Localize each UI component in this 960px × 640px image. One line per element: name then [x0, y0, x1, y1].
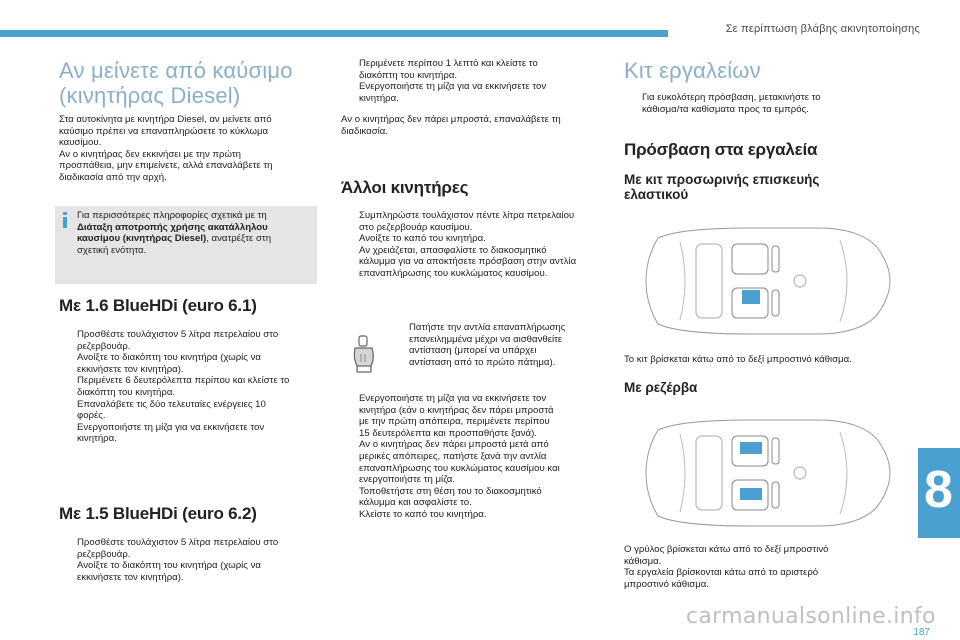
list-item-line: κινητήρα.	[77, 433, 117, 445]
list-item	[341, 486, 603, 509]
euro62-steps-continued	[341, 58, 603, 104]
list-item	[624, 92, 896, 115]
tool-kit-title: Κιτ εργαλείων	[624, 58, 761, 83]
list-item-line: ενεργοποιήστε τη μίζα.	[359, 474, 455, 486]
list-item-line: επανειλημμένα μέχρι να αισθανθείτε	[409, 333, 563, 345]
pump-step	[391, 322, 603, 368]
list-item-line: Ανοίξτε το διακόπτη του κινητήρα (χωρίς να	[77, 352, 261, 364]
section-title-access: Πρόσβαση στα εργαλεία	[624, 140, 818, 159]
section-title-euro62: Με 1.5 BlueHDi (euro 6.2)	[59, 504, 257, 523]
list-item-line: στο ρεζερβουάρ καυσίμου.	[359, 221, 473, 233]
list-item-line: εκκινήσετε τον κινητήρα).	[77, 363, 184, 375]
text-line: Τα εργαλεία βρίσκονται κάτω από το αριστερό	[624, 567, 819, 579]
header-accent-bar	[0, 30, 668, 37]
list-item-line: διακόπτη του κινητήρα.	[359, 69, 458, 81]
tools-marker	[740, 442, 762, 454]
list-item-line: Ενεργοποιήστε τη μίζα για να εκκινήσετε τον	[359, 393, 547, 404]
list-item-line: διακόπτη του κινητήρα.	[77, 386, 176, 398]
page-number: 187	[913, 627, 930, 638]
list-item	[341, 393, 603, 439]
info-box	[55, 206, 317, 284]
tool-kit-tip	[624, 92, 896, 115]
list-item-line: Περιμένετε περίπου 1 λεπτό και κλείστε το	[359, 58, 538, 69]
text-line: Ο γρύλος βρίσκεται κάτω από το δεξί μπροστινό	[624, 544, 829, 555]
list-item-line: Επαναλάβετε τις δύο τελευταίες ενέργειες 10	[77, 398, 266, 410]
section-header: Σε περίπτωση βλάβης ακινητοποίησης	[725, 23, 920, 35]
text-line: Στα αυτοκίνητα με κινητήρα Diesel, αν μείνετε από	[59, 114, 272, 125]
spare-wheel-caption	[624, 544, 896, 590]
jack-marker	[740, 488, 762, 500]
list-item-line: Αν χρειάζεται, απασφαλίστε το διακοσμητικό	[359, 244, 547, 256]
list-item-line: Ενεργοποιήστε τη μίζα για να εκκινήσετε τον	[359, 81, 547, 93]
text-line: διαδικασία από την αρχή.	[59, 171, 167, 183]
text-line: μπροστινό κάθισμα.	[624, 578, 709, 590]
euro62-steps	[59, 537, 317, 583]
text-line: καυσίμου.	[59, 137, 102, 149]
list-item-line: Για ευκολότερη πρόσβαση, μετακινήστε το	[642, 92, 821, 103]
restart-steps	[341, 393, 603, 521]
list-item-line: Ανοίξτε το καπό του κινητήρα.	[359, 233, 486, 245]
list-item	[59, 329, 317, 352]
list-item	[341, 439, 603, 485]
list-item	[341, 245, 603, 280]
info-text: Για περισσότερες πληροφορίες σχετικά με τη Διάταξη αποτροπής χρήσης ακατάλληλου καυσίμου (κινητήρας Diesel), ανατρέξτε στη σχετική ενότητα.	[77, 210, 272, 256]
list-item-line: Περιμένετε 6 δευτερόλεπτα περίπου και κλείστε το	[77, 375, 290, 387]
euro61-steps	[59, 329, 317, 445]
list-item-line: Προσθέστε τουλάχιστον 5 λίτρα πετρελαίου στο	[77, 537, 279, 548]
section-title-other-engines: Άλλοι κινητήρες	[341, 178, 469, 197]
list-item	[341, 210, 603, 233]
list-item	[59, 352, 317, 375]
list-item	[59, 399, 317, 422]
priming-pump-hand-icon	[349, 334, 377, 374]
list-item	[341, 233, 603, 245]
info-icon	[61, 212, 69, 228]
subsection-title-repair-kit: Με κιτ προσωρινής επισκευής ελαστικού	[624, 172, 820, 202]
list-item	[341, 509, 603, 521]
text-line: κάθισμα.	[624, 555, 662, 567]
repair-kit-marker	[742, 290, 760, 304]
list-item-line: αντίσταση από το πρώτο πάτημα).	[409, 356, 556, 368]
list-item-line: επαναπλήρωσης του κυκλώματος καυσίμου και	[359, 462, 560, 474]
list-item-line: Τοποθετήστε στη θέση του το διακοσμητικό	[359, 485, 542, 497]
chapter-number: 8	[924, 461, 953, 519]
list-item	[341, 58, 603, 81]
chapter-tab	[918, 448, 960, 538]
section-title-euro61: Με 1.6 BlueHDi (euro 6.1)	[59, 296, 257, 315]
list-item	[341, 81, 603, 104]
repeat-paragraph	[341, 114, 603, 137]
page-title: Αν μείνετε από καύσιμο (κινητήρας Diesel)	[59, 58, 293, 108]
text-line: καύσιμο πρέπει να επαναπληρώσετε το κύκλωμα	[59, 125, 269, 137]
list-item-line: Ενεργοποιήστε τη μίζα για να εκκινήσετε τον	[77, 421, 265, 433]
intro-paragraph	[59, 114, 317, 184]
other-engines-steps	[341, 210, 603, 280]
list-item-line: Κλείστε το καπό του κινητήρα.	[359, 508, 487, 520]
spare-wheel-tools-diagram	[640, 416, 896, 530]
list-item-line: εκκινήσετε τον κινητήρα).	[77, 571, 184, 583]
list-item-line: με την πρώτη απόπειρα, περιμένετε περίπου	[359, 416, 550, 428]
list-item-line: ρεζερβουάρ.	[77, 548, 131, 560]
list-item	[59, 375, 317, 398]
subsection-title-spare-wheel: Με ρεζέρβα	[624, 380, 698, 395]
text-line: διαδικασία.	[341, 125, 388, 137]
list-item-line: επαναπλήρωσης του κυκλώματος καυσίμου.	[359, 267, 548, 279]
text-line: Αν ο κινητήρας δεν εκκινήσει με την πρώτη	[59, 148, 241, 160]
list-item-line: Αν ο κινητήρας δεν πάρει μπροστά μετά από	[359, 439, 549, 451]
list-item-line: κάλυμμα για να αποκτήσετε πρόσβαση στην αντλία	[359, 256, 577, 268]
list-item-line: κάλυμμα και ασφαλίστε το.	[359, 497, 472, 509]
pump-step-text	[409, 322, 565, 368]
list-item	[59, 537, 317, 560]
list-item-line: ρεζερβουάρ.	[77, 340, 131, 352]
list-item-line: αντίσταση (μπορεί να υπάρχει	[409, 345, 537, 357]
list-item-line: κάθισμα/τα καθίσματα προς τα εμπρός.	[642, 103, 809, 115]
text-line: Αν ο κινητήρας δεν πάρει μπροστά, επαναλάβετε τη	[341, 114, 561, 125]
text-line: προσπάθεια, μην επιμείνετε, αλλά επαναλάβετε τη	[59, 160, 273, 172]
list-item-line: μερικές απόπειρες, πατήστε ξανά την αντλία	[359, 450, 547, 462]
list-item-line: κινητήρα.	[359, 92, 399, 104]
list-item-line: Συμπληρώστε τουλάχιστον πέντε λίτρα πετρελαίου	[359, 210, 575, 221]
list-item	[59, 560, 317, 583]
list-item-line: 15 δευτερόλεπτα και προσπαθήστε ξανά).	[359, 427, 537, 439]
repair-kit-caption: Το κιτ βρίσκεται κάτω από το δεξί μπροστινό κάθισμα.	[624, 354, 852, 365]
list-item-line: φορές.	[77, 410, 106, 422]
list-item-line: Πατήστε την αντλία επαναπλήρωσης	[409, 322, 566, 333]
list-item-line: Προσθέστε τουλάχιστον 5 λίτρα πετρελαίου στο	[77, 329, 279, 340]
list-item-line: κινητήρα (εάν ο κινητήρας δεν πάρει μπροστά	[359, 404, 554, 416]
repair-kit-location-diagram	[640, 224, 896, 338]
list-item	[59, 422, 317, 445]
watermark: carmanualsonline.info	[686, 604, 936, 629]
list-item-line: Ανοίξτε το διακόπτη του κινητήρα (χωρίς να	[77, 560, 261, 572]
